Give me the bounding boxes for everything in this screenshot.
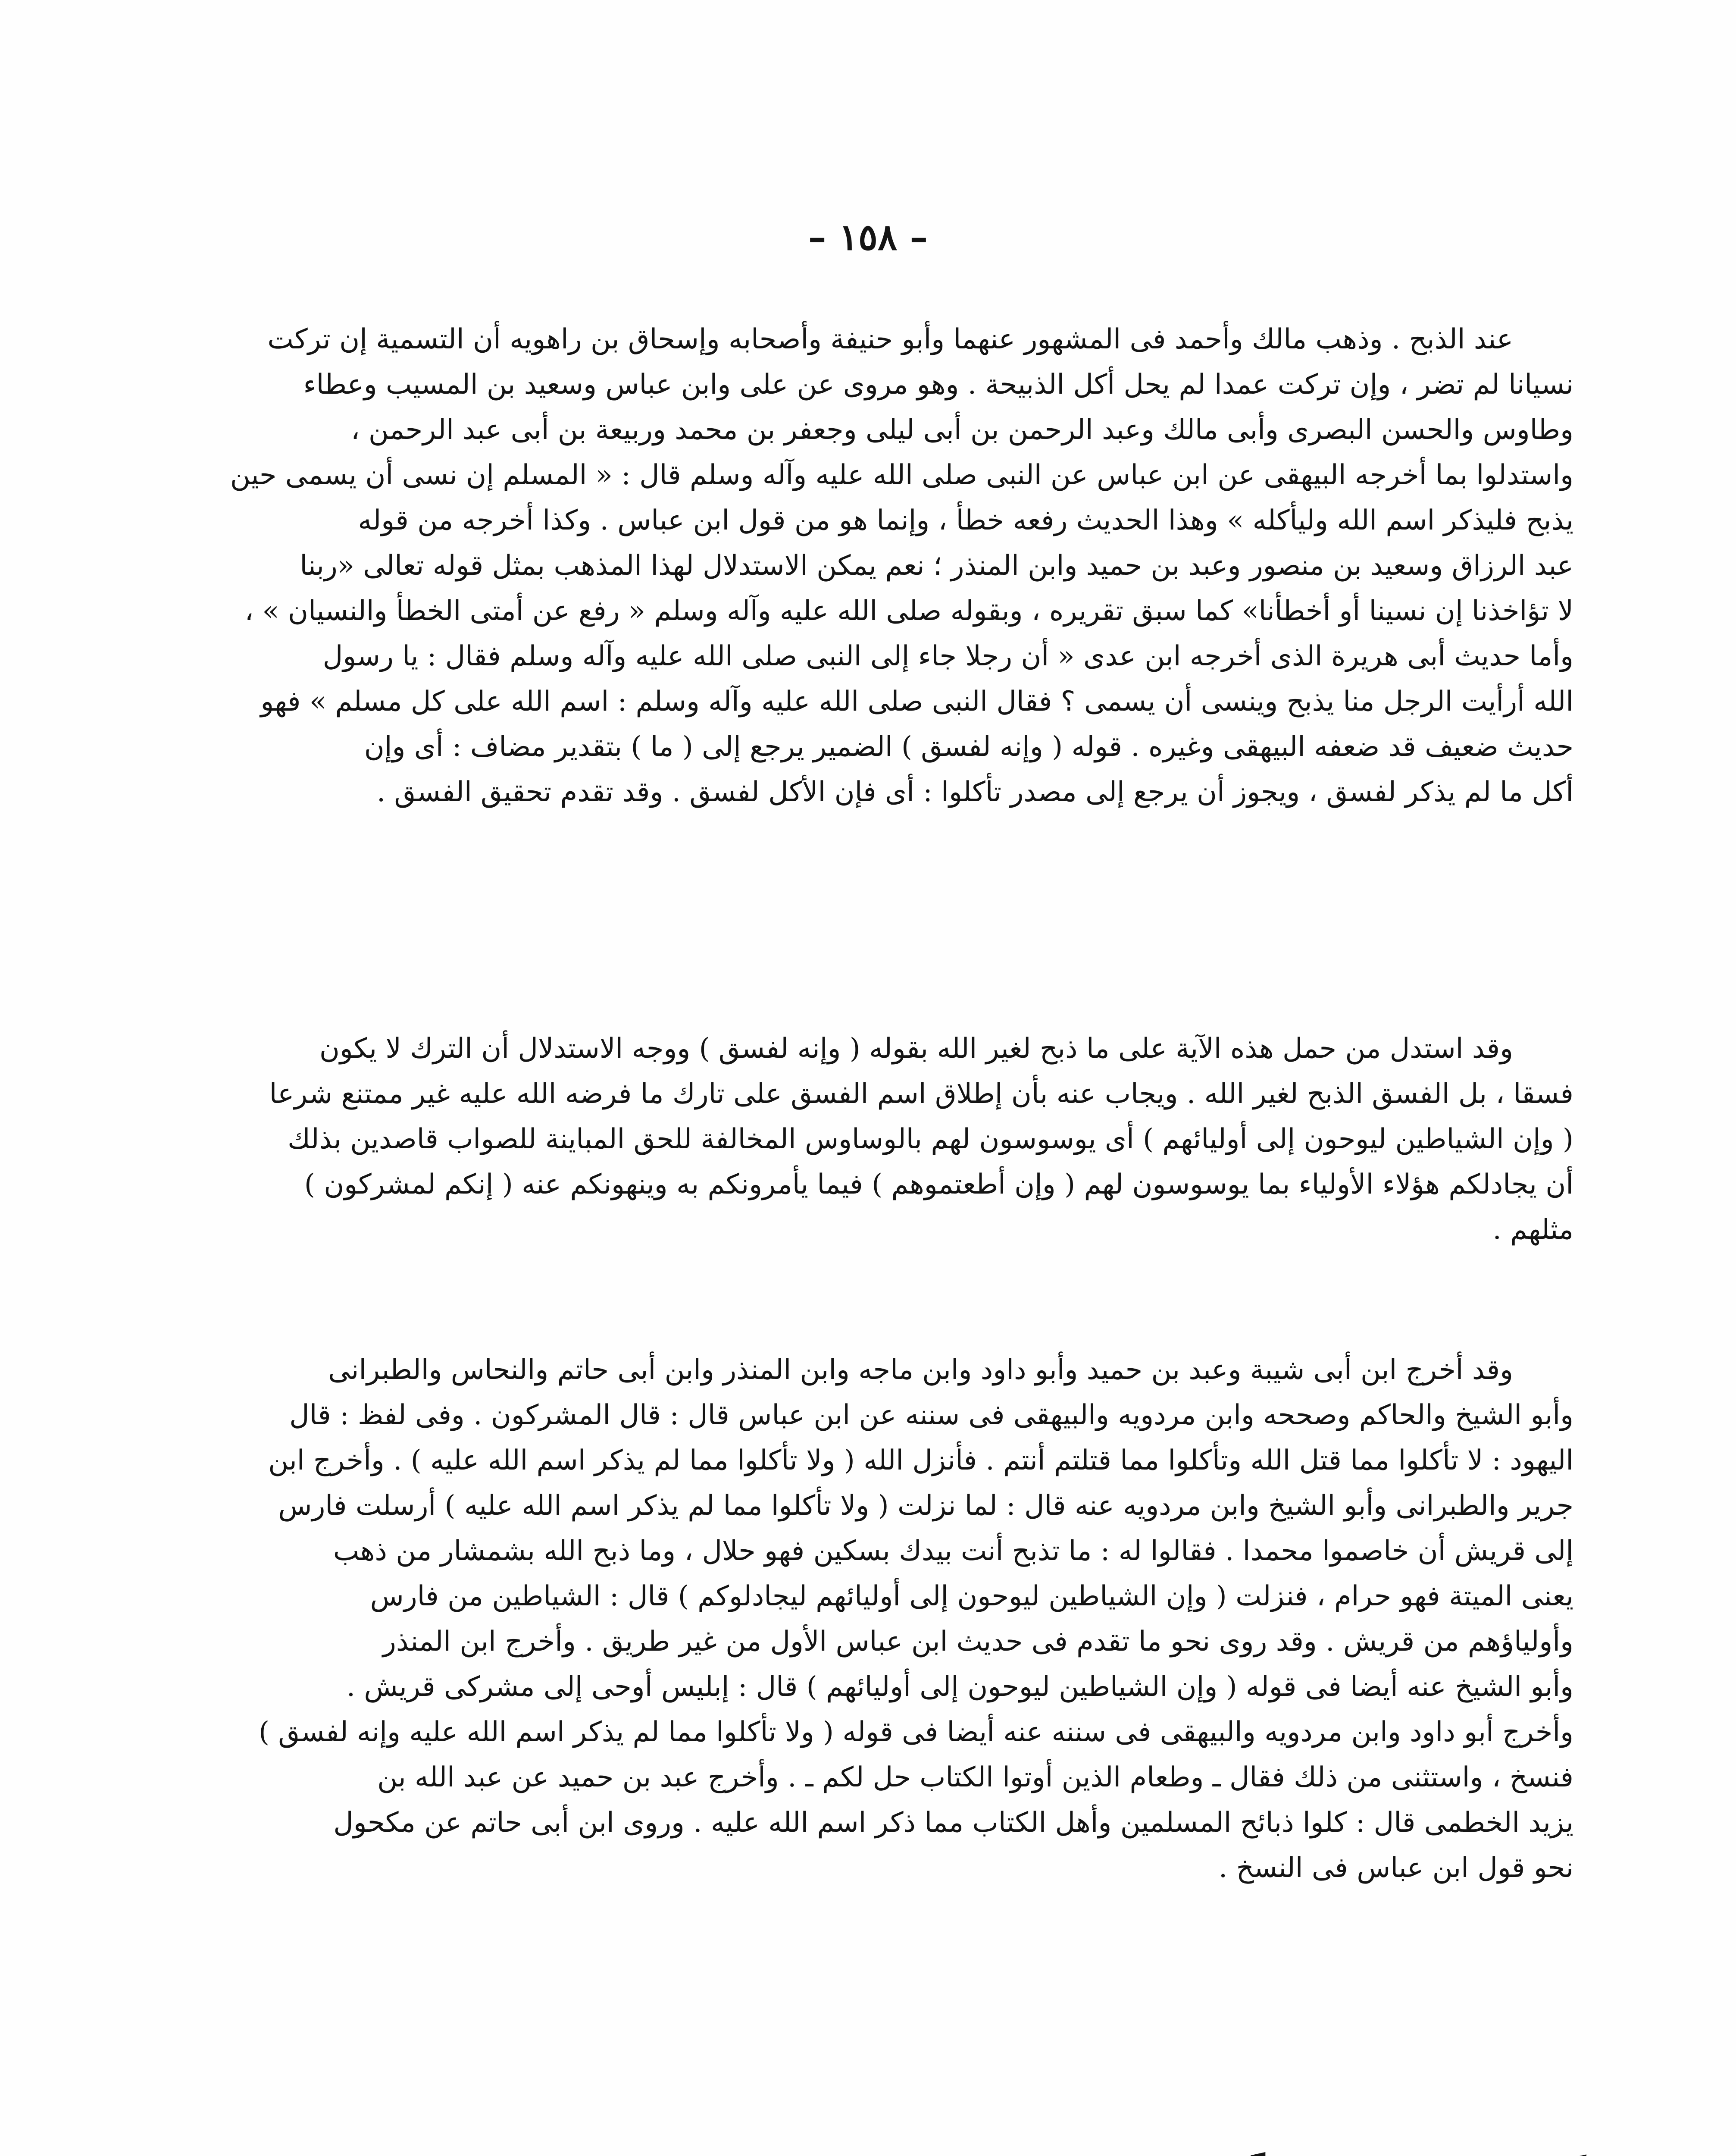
text-line: عبد الرزاق وسعيد بن منصور وعبد بن حميد وابن المنذر ؛ نعم يمكن الاستدلال لهذا المذهب بمثل قوله تعالى «ربنا [300, 550, 1573, 582]
text-line: جرير والطبرانى وأبو الشيخ وابن مردويه عنه قال : لما نزلت ( ولا تأكلوا مما لم يذكر اسم الله عليه ) أرسلت فارس [278, 1490, 1573, 1522]
text-line: وقد استدل من حمل هذه الآية على ما ذبح لغير الله بقوله ( وإنه لفسق ) ووجه الاستدلال أن الترك لا يكون [319, 1033, 1513, 1065]
text-line: عند الذبح . وذهب مالك وأحمد فى المشهور عنهما وأبو حنيفة وأصحابه وإسحاق بن راهويه أن التسمية إن تركت [267, 323, 1513, 355]
text-line: وقد أخرج ابن أبى شيبة وعبد بن حميد وأبو داود وابن ماجه وابن المنذر وابن أبى حاتم والنحاس والطبرانى [328, 1354, 1513, 1386]
text-line: إلى قريش أن خاصموا محمدا . فقالوا له : ما تذبح أنت بيدك بسكين فهو حلال ، وما ذبح الله بشمشار من ذهب [333, 1535, 1573, 1567]
text-line: فسقا ، بل الفسق الذبح لغير الله . ويجاب عنه بأن إطلاق اسم الفسق على تارك ما فرضه الله عليه غير ممتنع شرعا [269, 1078, 1573, 1110]
text-line: وطاوس والحسن البصرى وأبى مالك وعبد الرحمن بن أبى ليلى وجعفر بن محمد وربيعة بن أبى عبد الرحمن ، [350, 414, 1573, 446]
text-line: الله أرأيت الرجل منا يذبح وينسى أن يسمى ؟ فقال النبى صلى الله عليه وآله وسلم : اسم الله على كل مسلم » فهو [260, 686, 1573, 718]
text-line: فنسخ ، واستثنى من ذلك فقال ـ وطعام الذين أوتوا الكتاب حل لكم ـ . وأخرج عبد بن حميد عن عبد الله بن [377, 1761, 1573, 1793]
text-line: اليهود : لا تأكلوا مما قتل الله وتأكلوا مما قتلتم أنتم . فأنزل الله ( ولا تأكلوا مما لم يذكر اسم الله عليه ) . وأخرج ابن [268, 1445, 1573, 1476]
text-line: يذبح فليذكر اسم الله وليأكله » وهذا الحديث رفعه خطأ ، وإنما هو من قول ابن عباس . وكذا أخرجه من قوله [358, 505, 1573, 536]
page-number: – ١٥٨ – [808, 216, 928, 258]
paragraph-1 [164, 317, 1573, 815]
paragraph-3 [164, 1348, 1573, 1891]
text-line: وأخرج أبو داود وابن مردويه والبيهقى فى سننه عنه أيضا فى قوله ( ولا تأكلوا مما لم يذكر اسم الله عليه وإنه لفسق ) [259, 1716, 1573, 1748]
text-line: أن يجادلكم هؤلاء الأولياء بما يوسوسون لهم ( وإن أطعتموهم ) فيما يأمرونكم به وينهونكم عنه ( إنكم لمشركون ) [304, 1169, 1573, 1200]
text-line: نسيانا لم تضر ، وإن تركت عمدا لم يحل أكل الذبيحة . وهو مروى عن على وابن عباس وسعيد بن المسيب وعطاء [303, 369, 1573, 401]
text-line: وأولياؤهم من قريش . وقد روى نحو ما تقدم فى حديث ابن عباس الأول من غير طريق . وأخرج ابن المنذر [382, 1626, 1573, 1658]
text-line: واستدلوا بما أخرجه البيهقى عن ابن عباس عن النبى صلى الله عليه وآله وسلم قال : « المسلم إن نسى أن يسمى حين [230, 459, 1573, 491]
text-line: ( وإن الشياطين ليوحون إلى أوليائهم ) أى يوسوسون لهم بالوساوس المخالفة للحق المباينة للصواب قاصدين بذلك [288, 1123, 1573, 1155]
text-line: لا تؤاخذنا إن نسينا أو أخطأنا» كما سبق تقريره ، وبقوله صلى الله عليه وآله وسلم « رفع عن أمتى الخطأ والنسيان » ، [244, 595, 1573, 627]
quran-verse [155, 2152, 1586, 2156]
text-line: يعنى الميتة فهو حرام ، فنزلت ( وإن الشياطين ليوحون إلى أوليائهم ليجادلوكم ) قال : الشياطين من فارس [370, 1580, 1573, 1612]
text-line: نحو قول ابن عباس فى النسخ . [1218, 1852, 1573, 1884]
text-line: مثلهم . [1492, 1214, 1573, 1246]
text-line: وأبو الشيخ عنه أيضا فى قوله ( وإن الشياطين ليوحون إلى أوليائهم ) قال : إبليس أوحى إلى مشركى قريش . [346, 1671, 1573, 1703]
text-line: وأبو الشيخ والحاكم وصححه وابن مردويه والبيهقى فى سننه عن ابن عباس قال : قال المشركون . وفى لفظ : قال [289, 1399, 1573, 1431]
text-line: يزيد الخطمى قال : كلوا ذبائح المسلمين وأهل الكتاب مما ذكر اسم الله عليه . وروى ابن أبى حاتم عن مكحول [333, 1807, 1573, 1839]
quran-line [155, 2152, 1586, 2156]
text-line: أكل ما لم يذكر لفسق ، ويجوز أن يرجع إلى مصدر تأكلوا : أى فإن الأكل لفسق . وقد تقدم تحقيق الفسق . [376, 776, 1573, 808]
text-line: وأما حديث أبى هريرة الذى أخرجه ابن عدى « أن رجلا جاء إلى النبى صلى الله عليه وآله وسلم فقال : يا رسول [322, 640, 1573, 672]
paragraph-2 [164, 1026, 1573, 1253]
text-line: حديث ضعيف قد ضعفه البيهقى وغيره . قوله ( وإنه لفسق ) الضمير يرجع إلى ( ما ) بتقدير مضاف : أى وإن [364, 731, 1573, 763]
